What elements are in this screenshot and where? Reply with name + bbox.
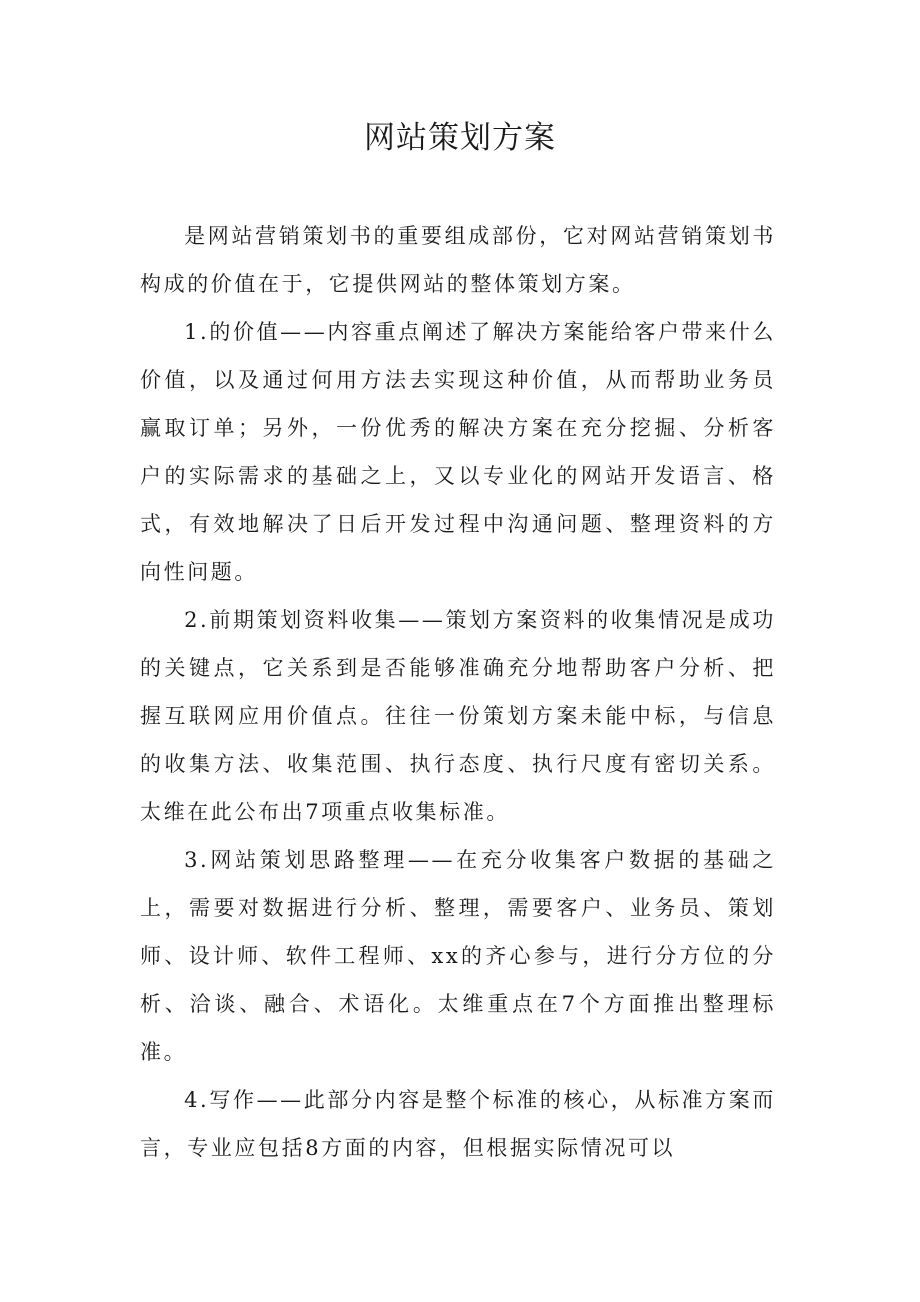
paragraph-value: 1.的价值——内容重点阐述了解决方案能给客户带来什么价值，以及通过何用方法去实现这种价值，从而帮助业务员赢取订单；另外，一份优秀的解决方案在充分挖掘、分析客户的实际需求的基础之上，又以专业化的网站开发语言、格式，有效地解决了日后开发过程中沟通问题、整理资料的方向性问题。 [140,320,776,584]
paragraph-intro: 是网站营销策划书的重要组成部份，它对网站营销策划书构成的价值在于，它提供网站的整体策划方案。 [140,224,776,296]
paragraph-strategy-organization: 3.网站策划思路整理——在充分收集客户数据的基础之上，需要对数据进行分析、整理，需要客户、业务员、策划师、设计师、软件工程师、xx的齐心参与，进行分方位的分析、洽谈、融合、术语化。太维重点在7个方面推出整理标准。 [140,848,776,1064]
paragraph-writing: 4.写作——此部分内容是整个标准的核心，从标准方案而言，专业应包括8方面的内容，但根据实际情况可以 [140,1088,776,1160]
paragraph-data-collection: 2.前期策划资料收集——策划方案资料的收集情况是成功的关键点，它关系到是否能够准确充分地帮助客户分析、把握互联网应用价值点。往往一份策划方案未能中标，与信息的收集方法、收集范围、执行态度、执行尺度有密切关系。太维在此公布出7项重点收集标准。 [140,608,776,824]
document-title: 网站策划方案 [364,120,556,156]
document-body [140,212,776,1172]
